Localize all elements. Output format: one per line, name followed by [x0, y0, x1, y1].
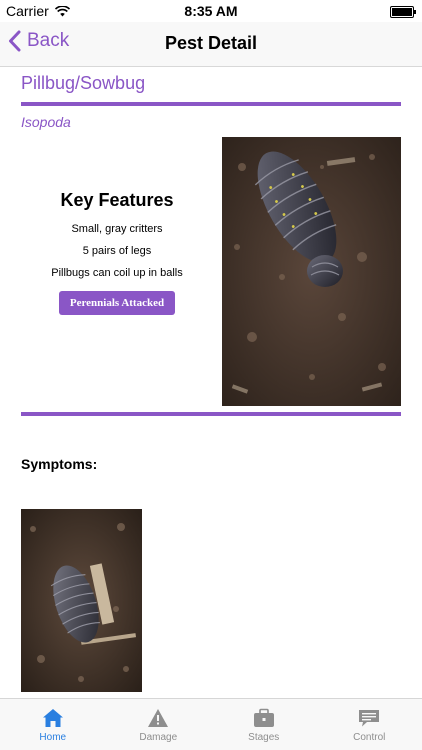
section-divider: [21, 412, 401, 416]
key-feature-item: Small, gray critters: [71, 223, 163, 235]
warning-icon: [147, 708, 169, 728]
tab-bar: [0, 698, 422, 750]
back-label: Back: [27, 30, 70, 51]
status-bar: [0, 0, 422, 22]
tab-home[interactable]: [0, 699, 106, 750]
tab-stages-label: Stages: [248, 732, 280, 743]
symptoms-title: Symptoms:: [21, 456, 98, 472]
key-features-title: Key Features: [60, 190, 174, 210]
key-features-panel: [21, 190, 213, 315]
tab-damage-label: Damage: [139, 732, 178, 743]
header-divider: [21, 102, 401, 106]
tab-control[interactable]: [317, 699, 422, 750]
status-time: 8:35 AM: [184, 3, 238, 19]
key-feature-item: Pillbugs can coil up in balls: [51, 267, 183, 279]
message-icon: [358, 708, 380, 728]
tab-control-label: Control: [353, 732, 386, 743]
symptom-photo[interactable]: [21, 509, 142, 692]
tab-home-label: Home: [39, 732, 67, 743]
tab-damage[interactable]: [106, 699, 212, 750]
key-feature-item: 5 pairs of legs: [82, 245, 152, 257]
perennials-attacked-button[interactable]: Perennials Attacked: [59, 291, 175, 315]
pest-name: Pillbug/Sowbug: [21, 73, 146, 93]
battery-icon: [390, 6, 414, 18]
home-icon: [42, 708, 64, 728]
carrier-label: Carrier: [6, 3, 49, 19]
pillbug-photo-illustration: [222, 137, 401, 406]
navigation-bar: [0, 22, 422, 67]
symptom-photo-illustration: [21, 509, 142, 692]
scientific-name: Isopoda: [21, 114, 71, 130]
page-title: Pest Detail: [164, 33, 258, 53]
pest-photo[interactable]: [222, 137, 401, 406]
tab-stages[interactable]: [211, 699, 317, 750]
briefcase-icon: [253, 708, 275, 728]
